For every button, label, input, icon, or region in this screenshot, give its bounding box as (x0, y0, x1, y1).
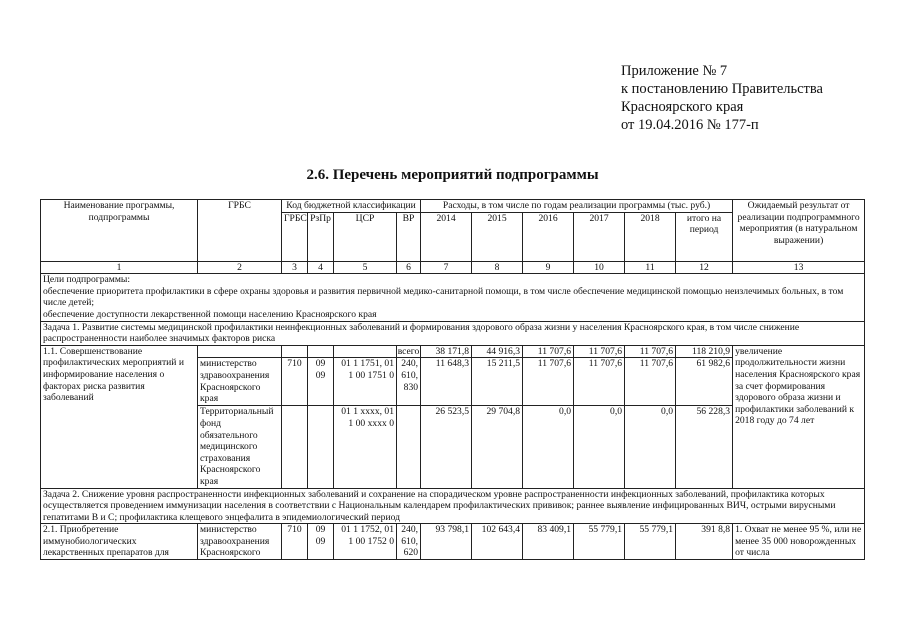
goals-cell (41, 274, 865, 321)
col-number: 2 (198, 261, 282, 274)
goals-item: обеспечение доступности лекарственной помощи населению Красноярского края (43, 308, 377, 320)
measures-table (40, 199, 865, 560)
rzpr-cell: 09 09 (308, 524, 334, 560)
expected-result: увеличение продолжительности жизни населения Красноярского края за счет формирования здорового образа жизни и профилактики заболеваний к 2018 году до 74 лет (733, 345, 865, 488)
col-number: 5 (334, 261, 397, 274)
value-cell: 11 707,6 (574, 345, 625, 358)
header-2014: 2014 (421, 212, 472, 261)
header-kbk-vr: ВР (397, 212, 421, 261)
value-cell: 83 409,1 (523, 524, 574, 560)
value-cell: 55 779,1 (625, 524, 676, 560)
table-row (41, 345, 865, 358)
value-cell: 61 982,6 (676, 358, 733, 406)
appendix-line-3: Красноярского края (621, 99, 744, 115)
column-numbers-row (41, 261, 865, 274)
value-cell: 11 707,6 (574, 358, 625, 406)
table-cell (334, 345, 397, 358)
header-total: итого на период (676, 212, 733, 261)
value-cell: 11 707,6 (523, 345, 574, 358)
table-cell (308, 345, 334, 358)
expected-result: 1. Охват не менее 95 %, или не менее 35 000 новорожденных от числа (733, 524, 865, 560)
value-cell: 0,0 (625, 406, 676, 488)
col-number: 4 (308, 261, 334, 274)
table-cell (282, 345, 308, 358)
grbs-cell: министерство здравоохранения Красноярского края (198, 358, 282, 406)
header-2016: 2016 (523, 212, 574, 261)
col-number: 8 (472, 261, 523, 274)
value-cell: 15 211,5 (472, 358, 523, 406)
header-2017: 2017 (574, 212, 625, 261)
measure-name: 1.1. Совершенствование профилактических мероприятий и информирование населения о факторах риска развития заболеваний (41, 345, 198, 488)
col-number: 1 (41, 261, 198, 274)
header-name: Наименование программы, подпрограммы (41, 200, 198, 262)
value-cell: 56 228,3 (676, 406, 733, 488)
col-number: 13 (733, 261, 865, 274)
value-cell: 93 798,1 (421, 524, 472, 560)
code-cell: 710 (282, 358, 308, 406)
table-cell (397, 406, 421, 488)
appendix-line-2: к постановлению Правительства (621, 81, 823, 97)
header-kbk: Код бюджетной классификации (282, 200, 421, 213)
page-title: 2.6. Перечень мероприятий подпрограммы (306, 167, 599, 183)
header-2015: 2015 (472, 212, 523, 261)
value-cell: 102 643,4 (472, 524, 523, 560)
col-number: 9 (523, 261, 574, 274)
csr-cell: 01 1 1752, 01 1 00 1752 0 (334, 524, 397, 560)
header-row-1 (41, 200, 865, 213)
csr-cell: 01 1 1751, 01 1 00 1751 0 (334, 358, 397, 406)
value-cell: 0,0 (574, 406, 625, 488)
header-result: Ожидаемый результат от реализации подпрограммного мероприятия (в натуральном выражении) (733, 200, 865, 262)
col-number: 10 (574, 261, 625, 274)
header-kbk-rzpr: РзПр (308, 212, 334, 261)
code-cell: 710 (282, 524, 308, 560)
value-cell: 11 707,6 (625, 345, 676, 358)
appendix-line-1: Приложение № 7 (621, 63, 728, 79)
value-cell: 11 707,6 (625, 358, 676, 406)
goals-row (41, 274, 865, 321)
col-number: 6 (397, 261, 421, 274)
value-cell: 29 704,8 (472, 406, 523, 488)
value-cell: 118 210,9 (676, 345, 733, 358)
col-number: 7 (421, 261, 472, 274)
measure-name: 2.1. Приобретение иммунобиологических лекарственных препаратов для (41, 524, 198, 560)
value-cell: 55 779,1 (574, 524, 625, 560)
header-kbk-csr: ЦСР (334, 212, 397, 261)
table-cell (282, 406, 308, 488)
appendix-line-4: от 19.04.2016 № 177-п (621, 117, 759, 133)
task-2: Задача 2. Снижение уровня распространенности инфекционных заболеваний и сохранение на спорадическом уровне распространенности инфекционных заболеваний, профилактика которых осуществляется проведением иммунизации населения в соответствии с Национальным календарем профилактических прививок; раннее выявление инфицированных ВИЧ, острыми вирусными гепатитами В и С; профилактика клещевого энцефалита в эпидемиологический период (41, 488, 865, 524)
header-2018: 2018 (625, 212, 676, 261)
header-expenses: Расходы, в том числе по годам реализации программы (тыс. руб.) (421, 200, 733, 213)
table-cell (308, 406, 334, 488)
vr-cell: 240, 610, 620 (397, 524, 421, 560)
task-1: Задача 1. Развитие системы медицинской профилактики неинфекционных заболеваний и формирования здорового образа жизни у населения Красноярского края, в том числе снижение распространенности наиболее значимых факторов риска (41, 321, 865, 345)
col-number: 11 (625, 261, 676, 274)
task-row (41, 488, 865, 524)
table-cell (198, 345, 282, 358)
value-cell: 26 523,5 (421, 406, 472, 488)
value-cell: 11 648,3 (421, 358, 472, 406)
grbs-cell: министерство здравоохранения Красноярского (198, 524, 282, 560)
task-row (41, 321, 865, 345)
goals-heading: Цели подпрограммы: (43, 274, 131, 286)
value-cell: 0,0 (523, 406, 574, 488)
header-grbs: ГРБС (198, 200, 282, 262)
vr-cell: 240, 610, 830 (397, 358, 421, 406)
col-number: 12 (676, 261, 733, 274)
rzpr-cell: 09 09 (308, 358, 334, 406)
appendix-block (621, 62, 823, 134)
goals-item: обеспечение приоритета профилактики в сфере охраны здоровья и развития первичной медико-санитарной помощи, в том числе обеспечение медицинской помощью неизлечимых больных, в том числе детей; (43, 285, 844, 309)
grbs-cell: Территориальный фонд обязательного медицинского страхования Красноярского края (198, 406, 282, 488)
table-row (41, 524, 865, 560)
vsego-label: всего (397, 345, 420, 357)
value-cell: 38 171,8 (421, 345, 472, 358)
col-number: 3 (282, 261, 308, 274)
header-kbk-grbs: ГРБС (282, 212, 308, 261)
value-cell: 11 707,6 (523, 358, 574, 406)
value-cell: 391 8,8 (676, 524, 733, 560)
csr-cell: 01 1 xxxx, 01 1 00 xxxx 0 (334, 406, 397, 488)
value-cell: 44 916,3 (472, 345, 523, 358)
